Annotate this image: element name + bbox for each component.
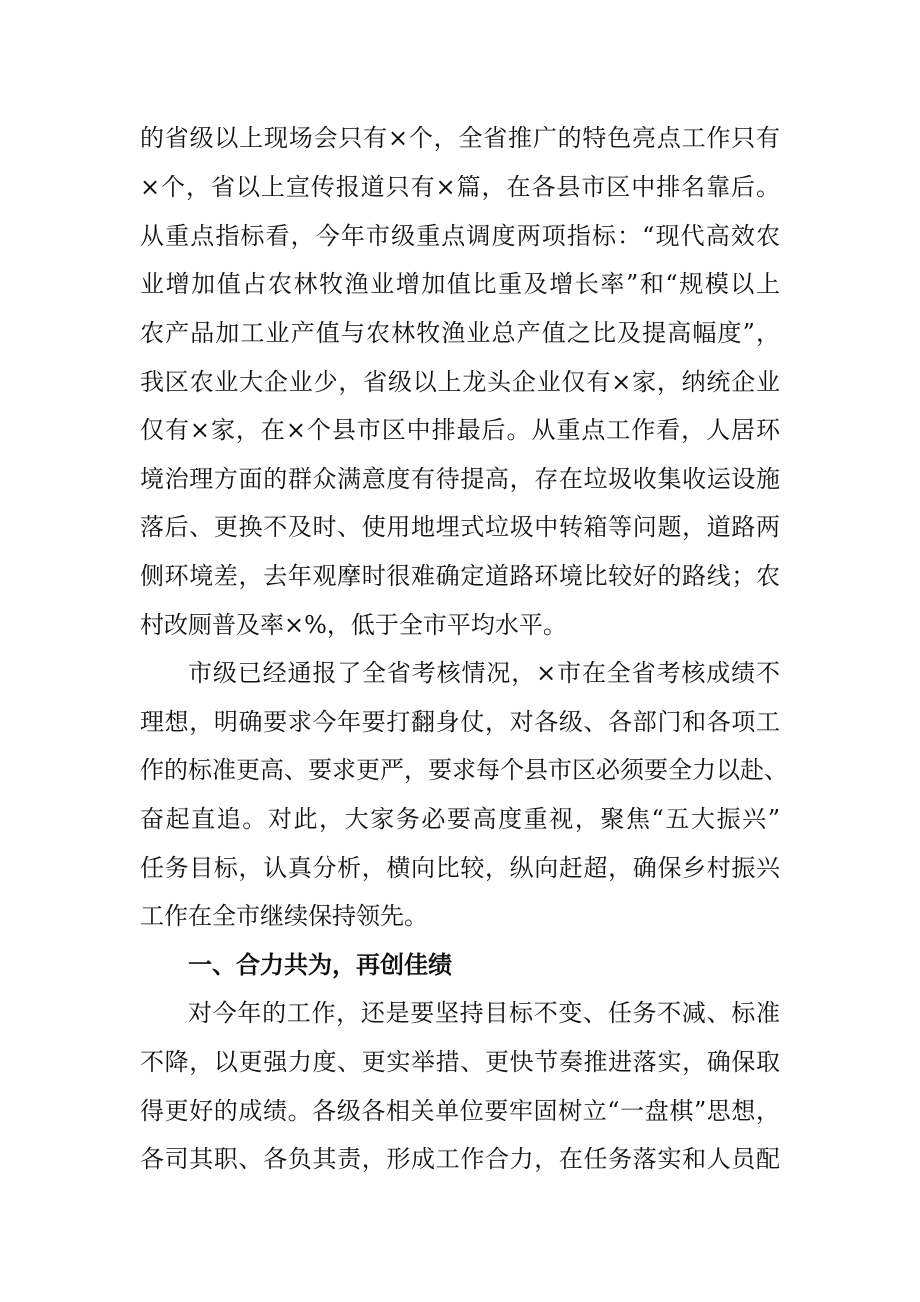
text-line: 各司其职、各负其责，形成工作合力，在任务落实和人员配 [140, 1145, 780, 1173]
text-line: 从重点指标看，今年市级重点调度两项指标：“现代高效农 [140, 222, 780, 250]
text-line: 村改厕普及率×%，低于全市平均水平。 [140, 611, 567, 639]
paragraph-first-line: 市级已经通报了全省考核情况，×市在全省考核成绩不 [188, 659, 780, 687]
text-line: 我区农业大企业少，省级以上龙头企业仅有×家，纳统企业 [140, 368, 780, 396]
text-line: 工作在全市继续保持领先。 [140, 902, 428, 930]
text-line: ×个，省以上宣传报道只有×篇，在各县市区中排名靠后。 [140, 173, 780, 201]
text-line: 业增加值占农林牧渔业增加值比重及增长率”和“规模以上 [140, 270, 780, 298]
text-line: 的省级以上现场会只有×个，全省推广的特色亮点工作只有 [140, 124, 780, 152]
text-line: 不降，以更强力度、更实举措、更快节奏推进落实，确保取 [140, 1048, 780, 1076]
text-line: 作的标准更高、要求更严，要求每个县市区必须要全力以赴、 [140, 756, 788, 784]
text-line: 仅有×家，在×个县市区中排最后。从重点工作看，人居环 [140, 416, 780, 444]
text-line: 境治理方面的群众满意度有待提高，存在垃圾收集收运设施 [140, 465, 780, 493]
text-line: 奋起直追。对此，大家务必要高度重视，聚焦“五大振兴” [140, 805, 780, 833]
text-line: 理想，明确要求今年要打翻身仗，对各级、各部门和各项工 [140, 708, 780, 736]
text-line: 得更好的成绩。各级各相关单位要牢固树立“一盘棋”思想， [140, 1097, 780, 1125]
text-line: 农产品加工业产值与农林牧渔业总产值之比及提高幅度”， [140, 319, 780, 347]
text-line: 落后、更换不及时、使用地埋式垃圾中转箱等问题，道路两 [140, 513, 780, 541]
section-heading: 一、合力共为，再创佳绩 [188, 951, 452, 979]
text-line: 侧环境差，去年观摩时很难确定道路环境比较好的路线；农 [140, 562, 780, 590]
paragraph-first-line: 对今年的工作，还是要坚持目标不变、任务不减、标准 [188, 999, 780, 1027]
text-line: 任务目标，认真分析，横向比较，纵向赶超，确保乡村振兴 [140, 854, 780, 882]
